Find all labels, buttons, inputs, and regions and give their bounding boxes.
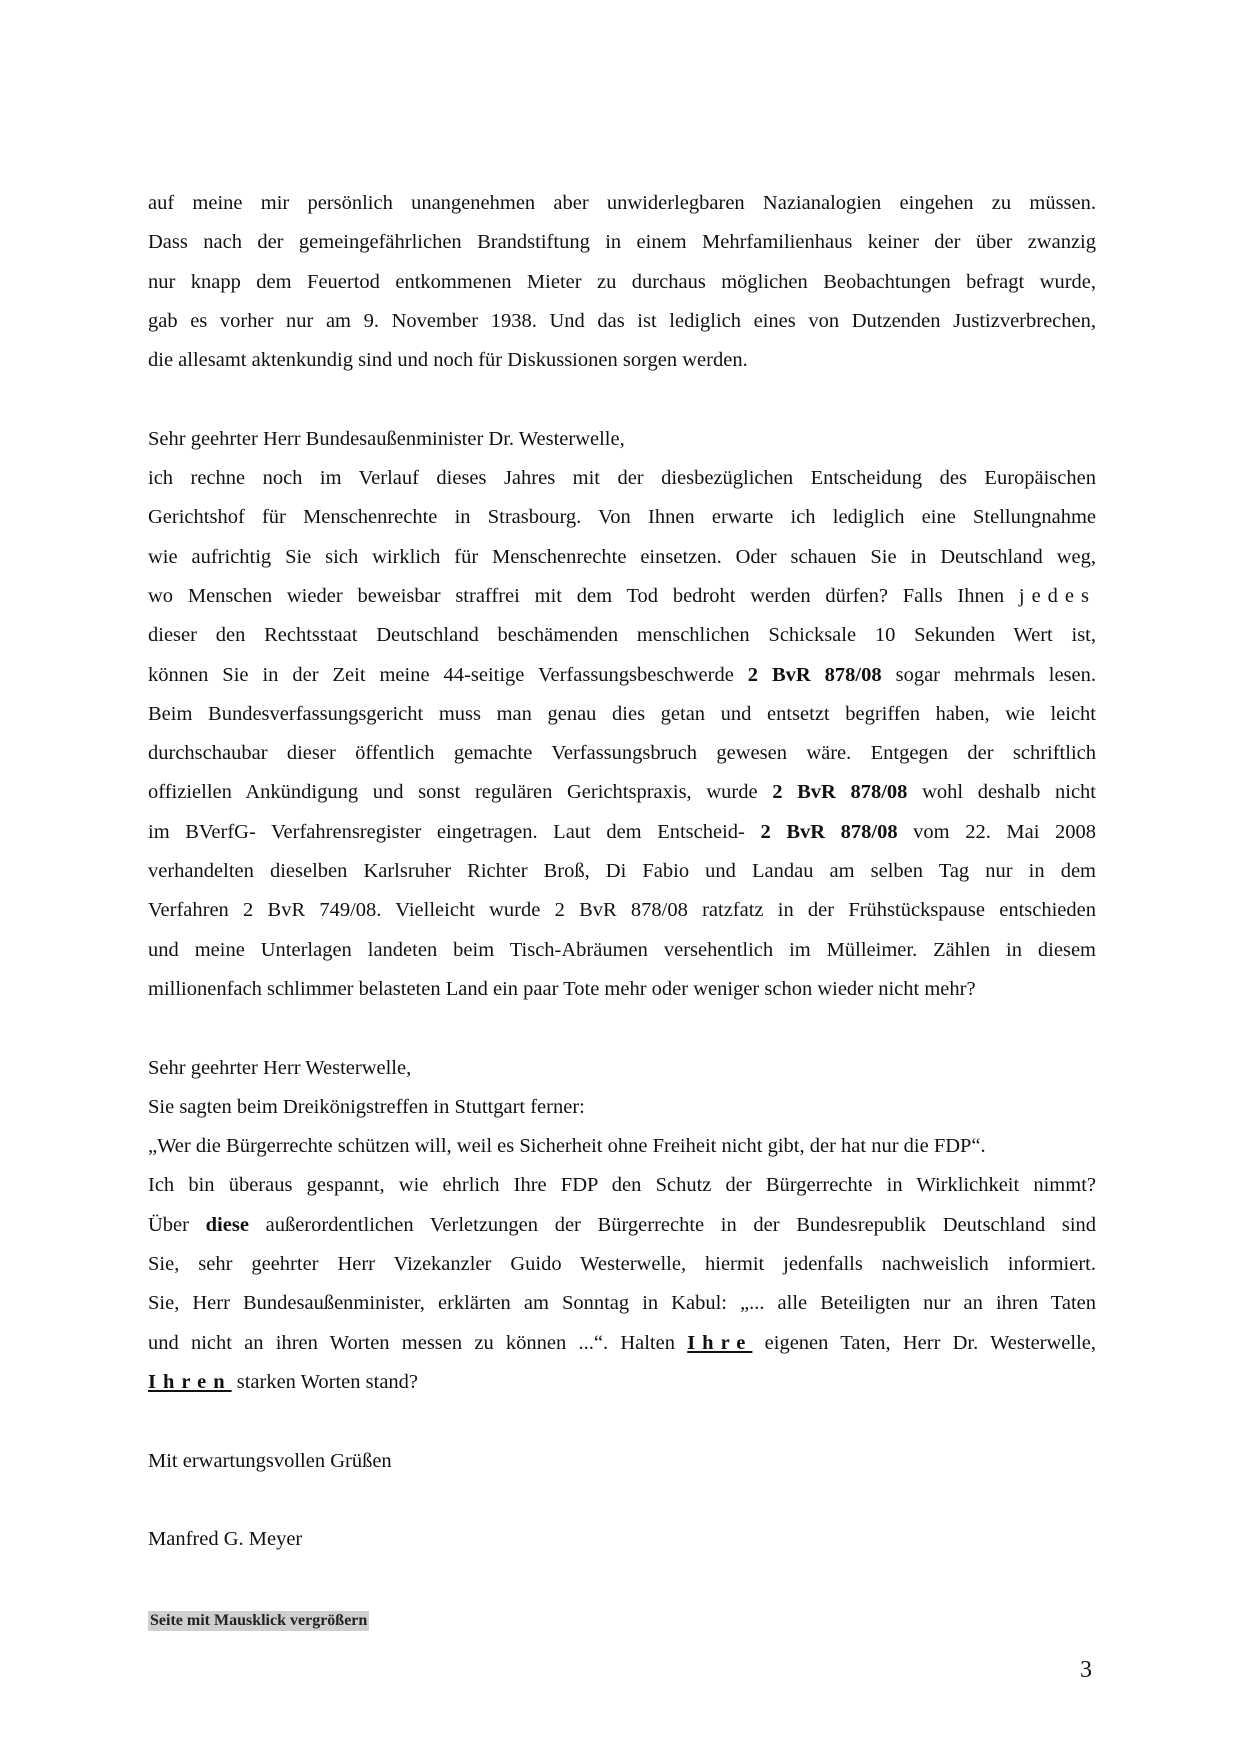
text-line: Sie, Herr Bundesaußenminister, erklärten am Sonntag in Kabul: „... alle Beteiligten nur an ihren Taten <box>148 1292 1096 1315</box>
text-segment: Über <box>148 1213 189 1236</box>
text-line: durchschaubar dieser öffentlich gemachte Verfassungsbruch gewesen wäre. Entgegen der schriftlich <box>148 742 1096 765</box>
text-line <box>148 1206 1096 1245</box>
text-line: Sie sagten beim Dreikönigstreffen in Stuttgart ferner: <box>148 1095 585 1118</box>
text-segment: und nicht an ihren Worten messen zu können ...“. Halten <box>148 1331 675 1354</box>
text-line <box>148 813 1096 852</box>
text-line: nur knapp dem Feuertod entkommenen Mieter zu durchaus möglichen Beobachtungen befragt wurde, <box>148 270 1096 293</box>
text-line <box>148 1324 1096 1363</box>
page-number: 3 <box>1080 1657 1092 1683</box>
letter-body <box>148 184 1096 1559</box>
text-line: Verfahren 2 BvR 749/08. Vielleicht wurde 2 BvR 878/08 ratzfatz in der Frühstückspause entschieden <box>148 899 1096 922</box>
text-line <box>148 1363 1096 1402</box>
text-segment: außerordentlichen Verletzungen der Bürgerrechte in der Bundesrepublik Deutschland sind <box>265 1213 1097 1236</box>
case-number: 2 BvR 878/08 <box>747 663 882 686</box>
text-line: Ich bin überaus gespannt, wie ehrlich Ihre FDP den Schutz der Bürgerrechte in Wirklichkeit nimmt? <box>148 1174 1096 1197</box>
text-line: wie aufrichtig Sie sich wirklich für Menschenrechte einsetzen. Oder schauen Sie in Deutschland weg, <box>148 545 1096 568</box>
paragraph-3 <box>148 1049 1096 1403</box>
text-segment: vom 22. Mai 2008 <box>913 820 1097 843</box>
text-line: und meine Unterlagen landeten beim Tisch-Abräumen versehentlich im Mülleimer. Zählen in diesem <box>148 938 1096 961</box>
text-segment: starken Worten stand? <box>236 1370 419 1393</box>
enlarge-page-link[interactable]: Seite mit Mausklick vergrößern <box>150 1612 368 1629</box>
salutation: Sehr geehrter Herr Westerwelle, <box>148 1056 412 1079</box>
text-line: gab es vorher nur am 9. November 1938. Und das ist lediglich eines von Dutzenden Justizverbrechen, <box>148 309 1096 332</box>
quote-line: „Wer die Bürgerrechte schützen will, weil es Sicherheit ohne Freiheit nicht gibt, der hat nur die FDP“. <box>148 1135 986 1158</box>
spaced-emphasis: jedes <box>1018 584 1097 607</box>
text-line: dieser den Rechtsstaat Deutschland beschämenden menschlichen Schicksale 10 Sekunden Wert ist, <box>148 624 1096 647</box>
signature: Manfred G. Meyer <box>148 1528 303 1551</box>
paragraph-1 <box>148 184 1096 380</box>
underlined-emphasis: Ihre <box>687 1331 753 1354</box>
text-line: die allesamt aktenkundig sind und noch für Diskussionen sorgen werden. <box>148 349 748 372</box>
text-line: Sie, sehr geehrter Herr Vizekanzler Guido Westerwelle, hiermit jedenfalls nachweislich informiert. <box>148 1253 1096 1276</box>
text-line: Gerichtshof für Menschenrechte in Strasbourg. Von Ihnen erwarte ich lediglich eine Stellungnahme <box>148 506 1096 529</box>
case-number: 2 BvR 878/08 <box>772 781 908 804</box>
text-segment: im BVerfG- Verfahrensregister eingetragen. Laut dem Entscheid- <box>148 820 745 843</box>
text-line <box>148 773 1096 812</box>
underlined-emphasis: Ihren <box>148 1370 232 1393</box>
text-segment: wohl deshalb nicht <box>922 781 1096 804</box>
paragraph-2 <box>148 420 1096 1009</box>
text-segment: sogar mehrmals lesen. <box>895 663 1097 686</box>
salutation: Sehr geehrter Herr Bundesaußenminister Dr. Westerwelle, <box>148 427 625 450</box>
text-line: ich rechne noch im Verlauf dieses Jahres mit der diesbezüglichen Entscheidung des Europäischen <box>148 467 1096 490</box>
case-number: 2 BvR 878/08 <box>760 820 898 843</box>
text-segment: offiziellen Ankündigung und sonst regulären Gerichtspraxis, wurde <box>148 781 758 804</box>
bold-emphasis: diese <box>205 1213 249 1236</box>
text-line: Beim Bundesverfassungsgericht muss man genau dies getan und entsetzt begriffen haben, wie leicht <box>148 702 1096 725</box>
text-segment: wo Menschen wieder beweisbar straffrei mit dem Tod bedroht werden dürfen? Falls Ihnen <box>148 584 1005 607</box>
text-line <box>148 656 1096 695</box>
text-line: Dass nach der gemeingefährlichen Brandstiftung in einem Mehrfamilienhaus keiner der über zwanzig <box>148 231 1096 254</box>
text-line: millionenfach schlimmer belasteten Land ein paar Tote mehr oder weniger schon wieder nicht mehr? <box>148 977 976 1000</box>
text-line <box>148 577 1096 616</box>
text-segment: können Sie in der Zeit meine 44-seitige Verfassungsbeschwerde <box>148 663 734 686</box>
text-segment: eigenen Taten, Herr Dr. Westerwelle, <box>764 1331 1097 1354</box>
closing: Mit erwartungsvollen Grüßen <box>148 1449 392 1472</box>
text-line: verhandelten dieselben Karlsruher Richter Broß, Di Fabio und Landau am selben Tag nur in dem <box>148 860 1096 883</box>
text-line: auf meine mir persönlich unangenehmen aber unwiderlegbaren Nazianalogien eingehen zu müssen. <box>148 192 1096 214</box>
